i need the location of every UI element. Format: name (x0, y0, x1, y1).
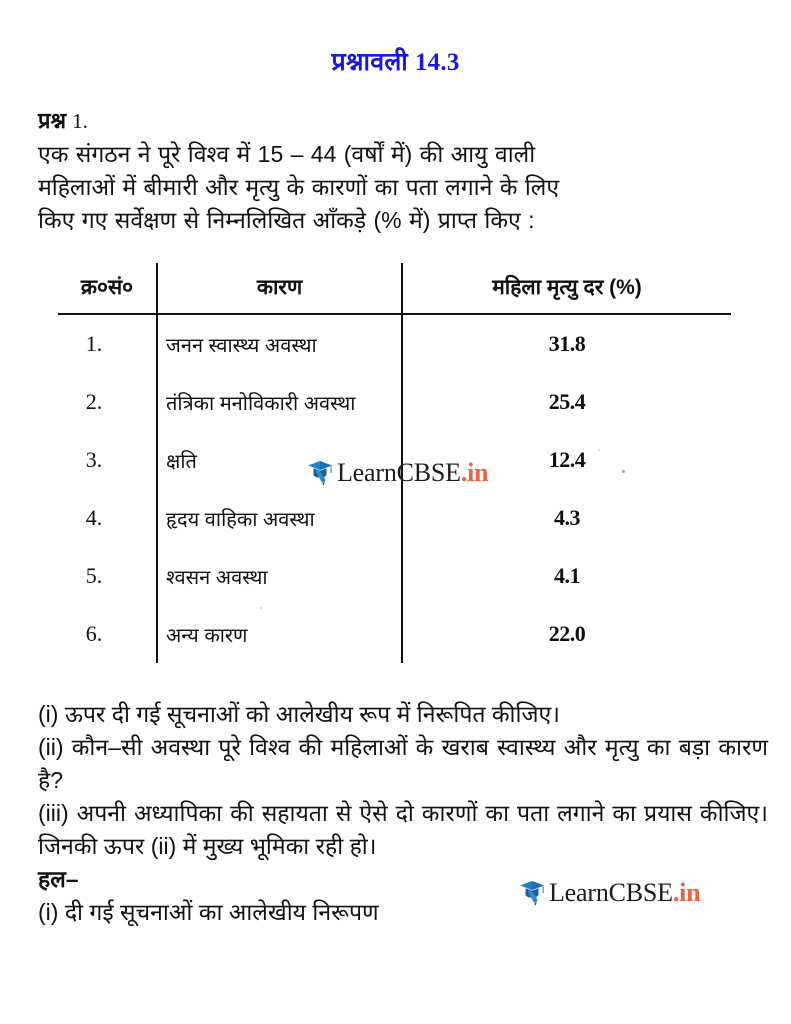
cell-serial: 1. (58, 314, 157, 373)
cell-rate: 31.8 (548, 331, 586, 356)
table-row (58, 373, 731, 431)
table-header-cause: कारण (157, 263, 402, 314)
cell-cause: तंत्रिका मनोविकारी अवस्था (157, 373, 402, 431)
cell-cause: हृदय वाहिका अवस्था (157, 489, 402, 547)
cell-serial: 5. (58, 547, 157, 605)
cell-serial: 4. (58, 489, 157, 547)
question-block (38, 106, 764, 237)
table-row (58, 314, 731, 373)
page-title-number: 14.3 (414, 49, 460, 76)
watermark-brand: LearnCBSE (549, 878, 673, 907)
sub-question-iii: (iii) अपनी अध्यापिका की सहायता से ऐसे दो कारणों का पता लगाने का प्रयास कीजिए। जिनकी ऊपर (ii) में मुख्य भूमिका रही हो। (38, 800, 768, 859)
cell-rate: 22.0 (548, 621, 586, 646)
cell-cause: जनन स्वास्थ्य अवस्था (157, 314, 402, 373)
graduation-cap-pencil-icon (306, 458, 334, 488)
watermark-footer (518, 878, 700, 908)
watermark-tld: .in (672, 878, 701, 907)
page-title-text: प्रश्नावली (331, 48, 408, 76)
question-body-line: महिलाओं में बीमारी और मृत्यु के कारणों का पता लगाने के लिए (38, 174, 560, 200)
page-title (0, 44, 791, 78)
watermark-table (306, 458, 488, 488)
cell-serial: 2. (58, 373, 157, 431)
cell-cause: क्षति (157, 431, 402, 489)
table-header-row (58, 263, 731, 314)
table-header-serial: क्र०सं० (58, 263, 157, 314)
scan-speck (598, 449, 600, 451)
table-row (58, 605, 731, 663)
watermark-text (549, 880, 700, 906)
cell-rate: 4.1 (554, 563, 580, 588)
scan-speck (622, 470, 625, 473)
watermark-tld: .in (460, 458, 489, 487)
question-body-line: किए गए सर्वेक्षण से निम्नलिखित आँकड़े (% में) प्राप्त किए : (38, 207, 535, 233)
cell-cause: श्वसन अवस्था (157, 547, 402, 605)
table-body (58, 314, 731, 663)
watermark-brand: LearnCBSE (337, 458, 461, 487)
table-row (58, 489, 731, 547)
scan-speck (260, 607, 262, 609)
question-heading (38, 106, 764, 136)
cell-rate: 25.4 (548, 389, 586, 414)
graduation-cap-pencil-icon (518, 878, 546, 908)
cell-serial: 3. (58, 431, 157, 489)
solution-first-line: (i) दी गई सूचनाओं का आलेखीय निरूपण (38, 899, 379, 925)
sub-question-i: (i) ऊपर दी गई सूचनाओं को आलेखीय रूप में निरूपित कीजिए। (38, 701, 560, 727)
solution-label: हल– (38, 866, 79, 892)
question-body (38, 138, 764, 237)
table-header-rate: महिला मृत्यु दर (%) (402, 263, 731, 314)
sub-question-ii: (ii) कौन–सी अवस्था पूरे विश्व की महिलाओं के खराब स्वास्थ्य और मृत्यु का बड़ा कारण है? (38, 734, 768, 793)
question-body-line: एक संगठन ने पूरे विश्व में 15 – 44 (वर्षों में) की आयु वाली (38, 141, 536, 167)
cell-cause: अन्य कारण (157, 605, 402, 663)
cell-serial: 6. (58, 605, 157, 663)
question-number: 1. (72, 109, 88, 133)
question-label: प्रश्न (38, 108, 67, 133)
cell-rate: 4.3 (554, 505, 580, 530)
table-row (58, 547, 731, 605)
cell-rate: 12.4 (548, 447, 586, 472)
table-header (58, 263, 731, 314)
watermark-text (337, 460, 488, 486)
